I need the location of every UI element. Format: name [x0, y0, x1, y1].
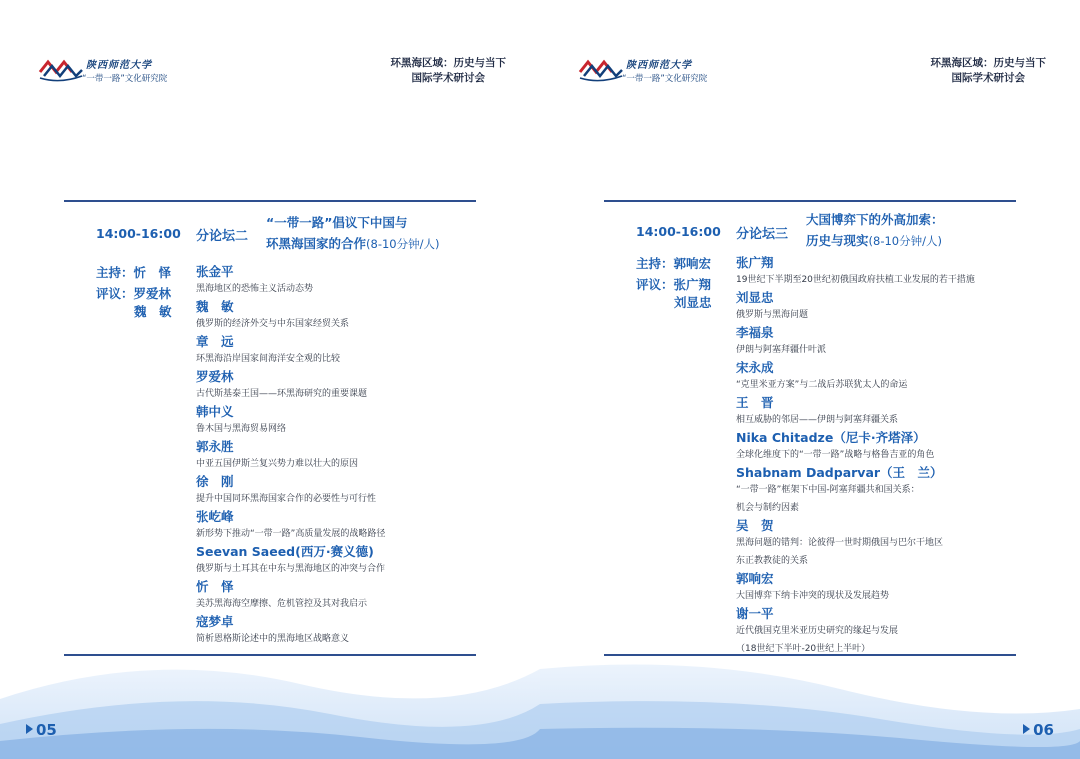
session-time: 14:00-16:00 — [96, 226, 181, 241]
speaker-name: 宋永成 — [736, 360, 774, 375]
reviewer-label: 评议： — [96, 286, 134, 301]
page-right — [540, 0, 1080, 759]
talk-item — [736, 464, 1066, 517]
speaker-name: 寇梦卓 — [196, 614, 234, 629]
host-label: 主持： — [96, 265, 134, 280]
university-name: 陕西师范大学 — [86, 60, 152, 71]
talk-title: 鲁木国与黑海贸易网络 — [196, 424, 287, 434]
talk-item — [736, 324, 1066, 359]
top-rule — [64, 200, 476, 202]
speaker-name: 章 远 — [196, 334, 234, 349]
host-row — [636, 254, 711, 274]
talk-title: 相互威胁的邻居——伊朗与阿塞拜疆关系 — [736, 415, 899, 425]
forum-title-line1: “一带一路”倡议下中国与 — [266, 215, 408, 230]
talk-title: 大国博弈下纳卡冲突的现状及发展趋势 — [736, 591, 890, 601]
talk-item — [196, 333, 526, 368]
wave-decoration — [540, 629, 1080, 759]
talk-title: 黑海地区的恐怖主义活动态势 — [196, 284, 314, 294]
talk-item — [196, 543, 526, 578]
reviewer-row-2 — [134, 302, 172, 322]
talk-title: 近代俄国克里米亚历史研究的缘起与发展 — [736, 626, 899, 636]
reviewer-label: 评议： — [636, 277, 674, 292]
forum-title-line2: 历史与现实(8-10分钟/人) — [806, 233, 942, 248]
conference-subtitle: 国际学术研讨会 — [951, 72, 1025, 84]
talk-title: 新形势下推动“一带一路”高质量发展的战略路径 — [196, 529, 386, 539]
wave-decoration — [0, 629, 540, 759]
talk-item — [196, 508, 526, 543]
talk-title: 简析恩格斯论述中的黑海地区战略意义 — [196, 634, 350, 644]
page-arrow-icon — [1023, 724, 1030, 734]
reviewer-row-2 — [674, 293, 712, 313]
top-rule — [604, 200, 1016, 202]
talk-item — [736, 289, 1066, 324]
speaker-name: 郭永胜 — [196, 439, 234, 454]
university-logo — [578, 52, 738, 88]
speaker-name: 张广翔 — [736, 255, 774, 270]
forum-title-note: (8-10分钟/人) — [868, 234, 942, 248]
logo-emblem-icon — [578, 54, 624, 84]
forum-title-line2: 环黑海国家的合作(8-10分钟/人) — [266, 236, 440, 251]
reviewer-name: 刘显忠 — [674, 295, 712, 310]
talk-title: 俄罗斯的经济外交与中东国家经贸关系 — [196, 319, 350, 329]
speaker-name: 李福泉 — [736, 325, 774, 340]
forum-title-line1: 大国博弈下的外高加索： — [806, 212, 944, 227]
talk-title: 美苏黑海海空摩擦、危机管控及其对我启示 — [196, 599, 368, 609]
forum-title — [266, 212, 439, 255]
talk-list — [736, 254, 1066, 658]
university-logo — [38, 52, 198, 88]
reviewer-name: 张广翔 — [673, 277, 712, 292]
conference-header — [931, 56, 1047, 86]
speaker-name: 张金平 — [196, 264, 234, 279]
conference-title: 环黑海区域：历史与当下 — [390, 57, 506, 69]
talk-title: 提升中国同环黑海国家合作的必要性与可行性 — [196, 494, 377, 504]
speaker-name: 谢一平 — [736, 606, 774, 621]
speaker-name: 韩中义 — [196, 404, 234, 419]
speaker-name: 罗爱林 — [196, 369, 234, 384]
talk-title: 俄罗斯与土耳其在中东与黑海地区的冲突与合作 — [196, 564, 386, 574]
page-number: 06 — [1023, 721, 1054, 739]
talk-item — [736, 394, 1066, 429]
talk-title: “克里米亚方案”与二战后苏联犹太人的命运 — [736, 380, 908, 390]
forum-label: 分论坛二 — [196, 229, 249, 244]
conference-title: 环黑海区域：历史与当下 — [930, 57, 1046, 69]
conference-header — [391, 56, 507, 86]
host-name: 郭响宏 — [673, 256, 712, 271]
talk-title: “一带一路”框架下中国-阿塞拜疆共和国关系： — [736, 485, 920, 495]
talk-title: 中亚五国伊斯兰复兴势力难以壮大的原因 — [196, 459, 359, 469]
forum-title-note: (8-10分钟/人) — [366, 237, 440, 251]
talk-item — [736, 254, 1066, 289]
speaker-name: 张屹峰 — [196, 509, 234, 524]
speaker-name: 徐 刚 — [196, 474, 234, 489]
forum-label: 分论坛三 — [736, 227, 789, 242]
talk-item — [196, 578, 526, 613]
speaker-name: Nika Chitadze（尼卡·齐塔泽） — [736, 430, 926, 445]
institute-name: “一带一路”文化研究院 — [622, 74, 708, 84]
talk-title: 全球化维度下的“一带一路”战略与格鲁吉亚的角色 — [736, 450, 935, 460]
university-name: 陕西师范大学 — [626, 60, 692, 71]
talk-item — [196, 438, 526, 473]
talk-item — [736, 570, 1066, 605]
talk-title-cont: 机会与制约因素 — [736, 503, 800, 513]
talk-list — [196, 263, 526, 648]
session-time: 14:00-16:00 — [636, 224, 721, 239]
reviewer-name: 罗爱林 — [133, 286, 172, 301]
reviewer-row — [96, 284, 171, 304]
institute-name: “一带一路”文化研究院 — [82, 74, 168, 84]
talk-item — [196, 403, 526, 438]
host-name: 忻 怿 — [133, 265, 172, 280]
speaker-name: 王 晋 — [736, 395, 774, 410]
page-arrow-icon — [26, 724, 33, 734]
talk-item — [196, 368, 526, 403]
logo-emblem-icon — [38, 54, 84, 84]
speaker-name: Seevan Saeed(西万·赛义德) — [196, 544, 374, 559]
talk-item — [196, 298, 526, 333]
page-number: 05 — [26, 721, 57, 739]
talk-title: 俄罗斯与黑海问题 — [736, 310, 809, 320]
talk-title-cont: （18世纪下半叶-20世纪上半叶） — [736, 644, 871, 654]
talk-title: 古代斯基泰王国——环黑海研究的重要课题 — [196, 389, 368, 399]
speaker-name: 刘显忠 — [736, 290, 774, 305]
speaker-name: 吴 贺 — [736, 518, 774, 533]
speaker-name: 忻 怿 — [196, 579, 234, 594]
forum-title — [806, 209, 944, 252]
talk-title-cont: 东正教教徒的关系 — [736, 556, 809, 566]
talk-item — [736, 517, 1066, 570]
talk-item — [196, 263, 526, 298]
talk-title: 黑海问题的错判：论彼得一世时期俄国与巴尔干地区 — [736, 538, 944, 548]
host-label: 主持： — [636, 256, 674, 271]
conference-subtitle: 国际学术研讨会 — [411, 72, 485, 84]
speaker-name: 郭响宏 — [736, 571, 774, 586]
talk-item — [736, 359, 1066, 394]
host-row — [96, 263, 171, 283]
reviewer-name: 魏 敏 — [134, 304, 172, 319]
speaker-name: 魏 敏 — [196, 299, 234, 314]
speaker-name: Shabnam Dadparvar（王 兰） — [736, 465, 943, 480]
talk-title: 19世纪下半期至20世纪初俄国政府扶植工业发展的若干措施 — [736, 275, 975, 285]
talk-item — [196, 473, 526, 508]
talk-title: 环黑海沿岸国家间海洋安全观的比较 — [196, 354, 341, 364]
talk-title: 伊朗与阿塞拜疆什叶派 — [736, 345, 827, 355]
talk-item — [736, 429, 1066, 464]
reviewer-row — [636, 275, 711, 295]
